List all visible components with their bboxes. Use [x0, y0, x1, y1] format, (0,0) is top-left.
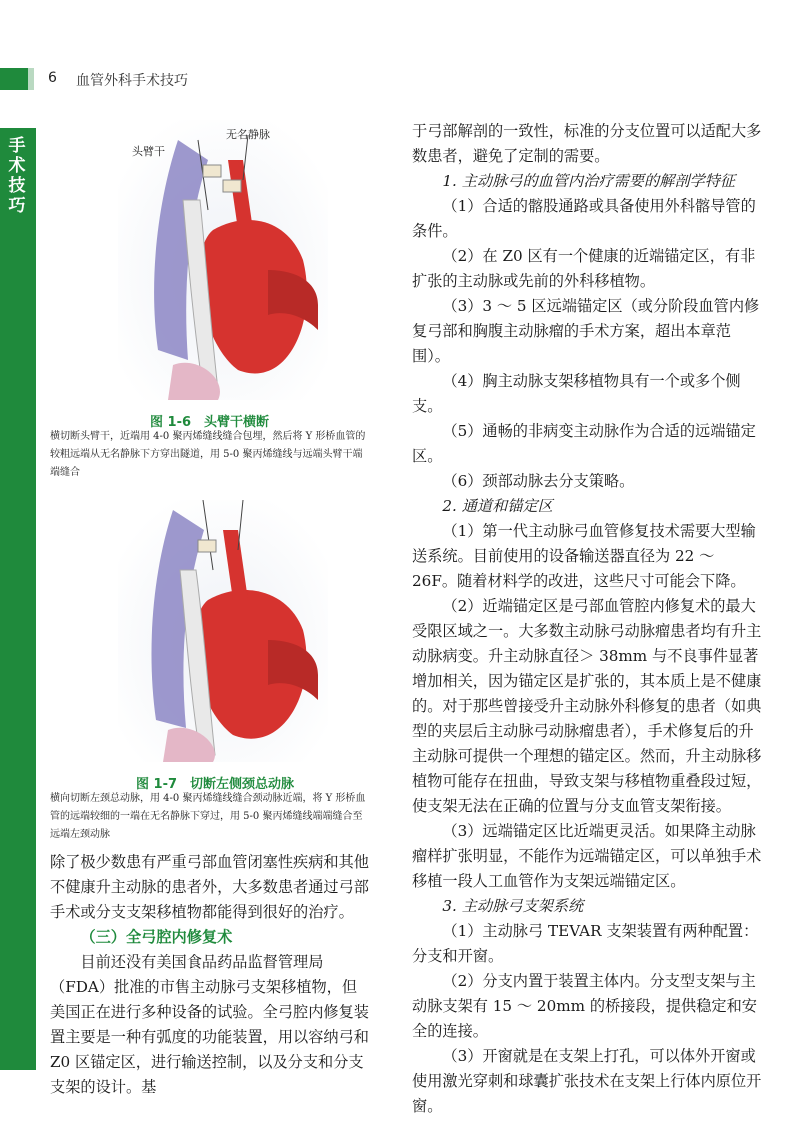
page-number: 6	[48, 70, 57, 86]
subheading-2: 2. 通道和锚定区	[442, 497, 553, 515]
list-item: （5）通畅的非病变主动脉作为合适的远端锚定区。	[412, 422, 756, 465]
list-item: （3）远端锚定区比近端更灵活。如果降主动脉瘤样扩张明显，不能作为远端锚定区，可以单独手术移植一段人工血管作为支架远端锚定区。	[412, 822, 762, 890]
subheading-1: 1. 主动脉弓的血管内治疗需要的解剖学特征	[442, 172, 736, 190]
left-paragraph-2: 目前还没有美国食品药品监督管理局（FDA）批准的市售主动脉弓支架移植物，但美国正在进行多种设备的试验。全弓腔内修复装置主要是一种有弧度的功能装置，用以容纳弓和 Z0 区锚定区，进行输送控制，以及分支和分支支架的设计。基	[50, 953, 369, 1096]
list-item: （6）颈部动脉去分支策略。	[442, 472, 635, 490]
list-item: （2）分支内置于装置主体内。分支型支架与主动脉支架有 15 ～ 20mm 的桥接段，提供稳定和安全的连接。	[412, 972, 757, 1040]
list-item: （3）开窗就是在支架上打孔，可以体外开窗或使用激光穿刺和球囊扩张技术在支架上行体内原位开窗。	[412, 1047, 762, 1115]
figure-1-label-brachiocephalic: 头臂干	[132, 145, 165, 158]
header-color-bar	[0, 68, 28, 90]
list-item: （2）近端锚定区是弓部血管腔内修复术的最大受限区域之一。大多数主动脉弓动脉瘤患者均有升主动脉病变。升主动脉直径＞ 38mm 与不良事件显著增加相关，因为锚定区是扩张的，其本质上是不健康的。对于那些曾接受升主动脉外科修复的患者（如典型的夹层后主动脉弓动脉瘤患者），手术修复后的升主动脉可提供一个理想的锚定区。然而，升主动脉移植物可能存在扭曲，导致支架与移植物重叠段过短，使支架无法在正确的位置与分支血管支架衔接。	[412, 597, 762, 815]
list-item: （3）3 ～ 5 区远端锚定区（或分阶段血管内修复弓部和胸腹主动脉瘤的手术方案，超出本章范围）。	[412, 297, 760, 365]
figure-2-caption: 横向切断左颈总动脉，用 4-0 聚丙烯缝线缝合颈动脉近端，将 Y 形桥血管的远端较细的一端在无名静脉下穿过，用 5-0 聚丙烯缝线端端缝合至远端左颈动脉	[50, 793, 366, 840]
running-title: 血管外科手术技巧	[76, 73, 188, 89]
left-column	[50, 850, 370, 1100]
figure-2-title: 图 1-7 切断左侧颈总动脉	[136, 777, 295, 792]
figure-1-illustration	[118, 120, 328, 400]
side-tab-label: 手术技巧	[8, 136, 26, 216]
right-column	[412, 119, 762, 1119]
figure-2-illustration	[118, 500, 328, 762]
list-item: （4）胸主动脉支架移植物具有一个或多个侧支。	[412, 372, 741, 415]
right-paragraph-0: 于弓部解剖的一致性，标准的分支位置可以适配大多数患者，避免了定制的需要。	[412, 122, 762, 165]
subheading-3: 3. 主动脉弓支架系统	[442, 897, 584, 915]
figure-1-label-innominate-vein: 无名静脉	[226, 128, 270, 141]
left-paragraph-1: 除了极少数患有严重弓部血管闭塞性疾病和其他不健康升主动脉的患者外，大多数患者通过弓部手术或分支支架移植物都能得到很好的治疗。	[50, 853, 369, 921]
header-accent-bar	[28, 68, 34, 90]
section-heading-total-arch: （三）全弓腔内修复术	[80, 928, 233, 946]
side-tab	[0, 128, 36, 1070]
figure-1-title: 图 1-6 头臂干横断	[150, 415, 270, 430]
list-item: （1）第一代主动脉弓血管修复技术需要大型输送系统。目前使用的设备输送器直径为 22 ～ 26F。随着材料学的改进，这些尺寸可能会下降。	[412, 522, 756, 590]
figure-1-caption: 横切断头臂干，近端用 4-0 聚丙烯缝线缝合包埋，然后将 Y 形桥血管的较粗远端从无名静脉下方穿出隧道，用 5-0 聚丙烯缝线与远端头臂干端端缝合	[50, 431, 366, 478]
list-item: （1）合适的髂股通路或具备使用外科髂导管的条件。	[412, 197, 756, 240]
list-item: （1）主动脉弓 TEVAR 支架装置有两种配置：分支和开窗。	[412, 922, 759, 965]
list-item: （2）在 Z0 区有一个健康的近端锚定区，有非扩张的主动脉或先前的外科移植物。	[412, 247, 756, 290]
